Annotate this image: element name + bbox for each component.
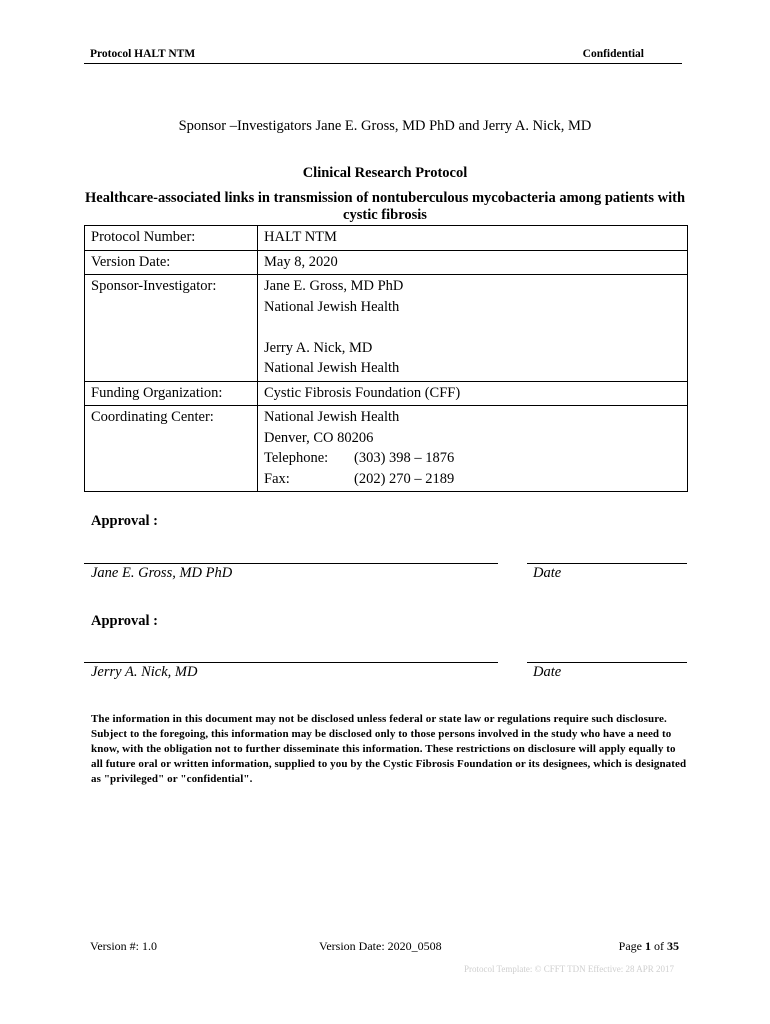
footer-version-date: Version Date: 2020_0508 — [319, 939, 442, 953]
header-confidential: Confidential — [582, 48, 644, 60]
table-row — [85, 226, 688, 251]
signature-line — [84, 662, 498, 663]
approver-name: Jerry A. Nick, MD — [91, 664, 198, 680]
date-line — [527, 662, 687, 663]
date-line — [527, 563, 687, 564]
header-protocol-name: Protocol HALT NTM — [90, 48, 196, 60]
table-row — [85, 250, 688, 275]
funding-organization-label: Funding Organization: — [85, 381, 258, 406]
investigator-1-name: Jane E. Gross, MD PhD — [264, 278, 404, 294]
approval-label: Approval : — [91, 613, 159, 629]
protocol-number-value: HALT NTM — [258, 226, 688, 251]
table-row — [85, 381, 688, 406]
coordinating-center-value — [258, 406, 688, 492]
fax-label: Fax: — [264, 470, 290, 487]
blank-line — [264, 317, 681, 338]
page-total: 35 — [667, 939, 679, 953]
telephone-line — [264, 448, 681, 469]
funding-organization-value: Cystic Fibrosis Foundation (CFF) — [258, 381, 688, 406]
sponsor-investigators-line: Sponsor –Investigators Jane E. Gross, MD PhD and Jerry A. Nick, MD — [178, 118, 592, 134]
page-header — [84, 47, 682, 64]
footer-page-number — [619, 939, 679, 954]
protocol-info-table — [84, 225, 688, 492]
coordinating-org: National Jewish Health — [264, 409, 400, 425]
telephone-label: Telephone: — [264, 450, 329, 466]
date-label: Date — [533, 565, 562, 581]
coordinating-center-label: Coordinating Center: — [85, 406, 258, 492]
page-current: 1 — [645, 939, 651, 953]
sponsor-investigator-value — [258, 275, 688, 382]
investigator-2-org: National Jewish Health — [264, 360, 400, 376]
fax-value: (202) 270 – 2189 — [354, 470, 455, 487]
confidentiality-notice: The information in this document may not be disclosed unless federal or state law or regulations require such disclosure. Subject to the foregoing, this information may be disclosed only to those persons involved in the study who have a need to know, with the obligation not to further disseminate this information. These restrictions on disclosure will apply equally to all future oral or written information, supplied to you by the Cystic Fibrosis Foundation or its designees, which is designated as "privileged" or "confidential". — [91, 713, 687, 785]
page-prefix: Page — [618, 939, 642, 953]
version-date-value: May 8, 2020 — [258, 250, 688, 275]
fax-line — [264, 469, 681, 490]
sponsor-investigator-label: Sponsor-Investigator: — [85, 275, 258, 382]
table-row — [85, 275, 688, 382]
investigator-2-name: Jerry A. Nick, MD — [264, 339, 373, 356]
approver-name: Jane E. Gross, MD PhD — [91, 565, 233, 581]
date-label: Date — [533, 664, 562, 680]
study-title: Healthcare-associated links in transmission of nontuberculous mycobacteria among patients with cystic fibrosis — [84, 190, 686, 223]
template-note: Protocol Template: © CFFT TDN Effective: 28 APR 2017 — [463, 964, 674, 974]
version-date-label: Version Date: — [85, 250, 258, 275]
investigator-1-org: National Jewish Health — [264, 298, 400, 315]
document-title: Clinical Research Protocol — [302, 165, 468, 181]
table-row — [85, 406, 688, 492]
coordinating-city: Denver, CO 80206 — [264, 429, 374, 446]
footer-version: Version #: 1.0 — [90, 939, 157, 953]
telephone-value: (303) 398 – 1876 — [354, 450, 455, 466]
page-of: of — [654, 939, 664, 953]
approval-label: Approval : — [91, 513, 159, 529]
signature-line — [84, 563, 498, 564]
protocol-number-label: Protocol Number: — [85, 226, 258, 251]
